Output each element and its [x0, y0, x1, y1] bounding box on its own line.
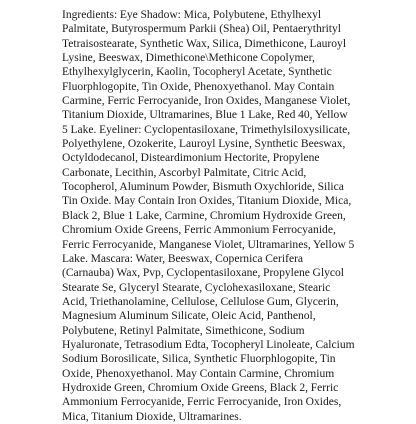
ingredients-text: Ingredients: Eye Shadow: Mica, Polybutene, Ethylhexyl Palmitate, Butyrospermum Parkii (Shea) Oil, Pentaerythrityl Tetraisostearate, Synthetic Wax, Silica, Dimethicone, Lauroyl Lysine, Beeswax, Dimethicone\Methicone Copolymer, Ethylhexylglycerin, Kaolin, Tocopheryl Acetate, Synthetic Fluorphlogopite, Tin Oxide, Phenoxyethanol. May Contain Carmine, Ferric Ferrocyanide, Iron Oxides, Manganese Violet, Titanium Dioxide, Ultramarines, Blue 1 Lake, Red 40, Yellow 5 Lake. Eyeliner: Cyclopentasiloxane, Trimethylsiloxysilicate, Polyethylene, Ozokerite, Lauroyl Lysine, Synthetic Beeswax, Octyldodecanol, Disteardimonium Hectorite, Propylene Carbonate, Lecithin, Ascorbyl Palmitate, Citric Acid, Tocopherol, Aluminum Powder, Bismuth Oxychloride, Silica Tin Oxide. May Contain Iron Oxides, Titanium Dioxide, Mica, Black 2, Blue 1 Lake, Carmine, Chromium Hydroxide Green, Chromium Oxide Greens, Ferric Ammonium Ferrocyanide, Ferric Ferrocyanide, Manganese Violet, Ultramarines, Yellow 5 Lake. Mascara: Water, Beeswax, Copernica Cerifera (Carnauba) Wax, Pvp, Cyclopentasiloxane, Propylene Glycol Stearate Se, Glyceryl Stearate, Cyclohexasiloxane, Stearic Acid, Triethanolamine, Cellulose, Cellulose Gum, Glycerin, Magnesium Aluminum Silicate, Oleic Acid, Panthenol, Polybutene, Retinyl Palmitate, Simethicone, Sodium Hyaluronate, Tetrasodium Edta, Tocopheryl Linoleate, Calcium Sodium Borosilicate, Silica, Synthetic Fluorphlogopite, Tin Oxide, Phenoxyethanol. May Contain Carmine, Chromium Hydroxide Green, Chromium Oxide Greens, Black 2, Ferric Ammonium Ferrocyanide, Ferric Ferrocyanide, Iron Oxides, Mica, Titanium Dioxide, Ultramarines.: [62, 9, 355, 423]
